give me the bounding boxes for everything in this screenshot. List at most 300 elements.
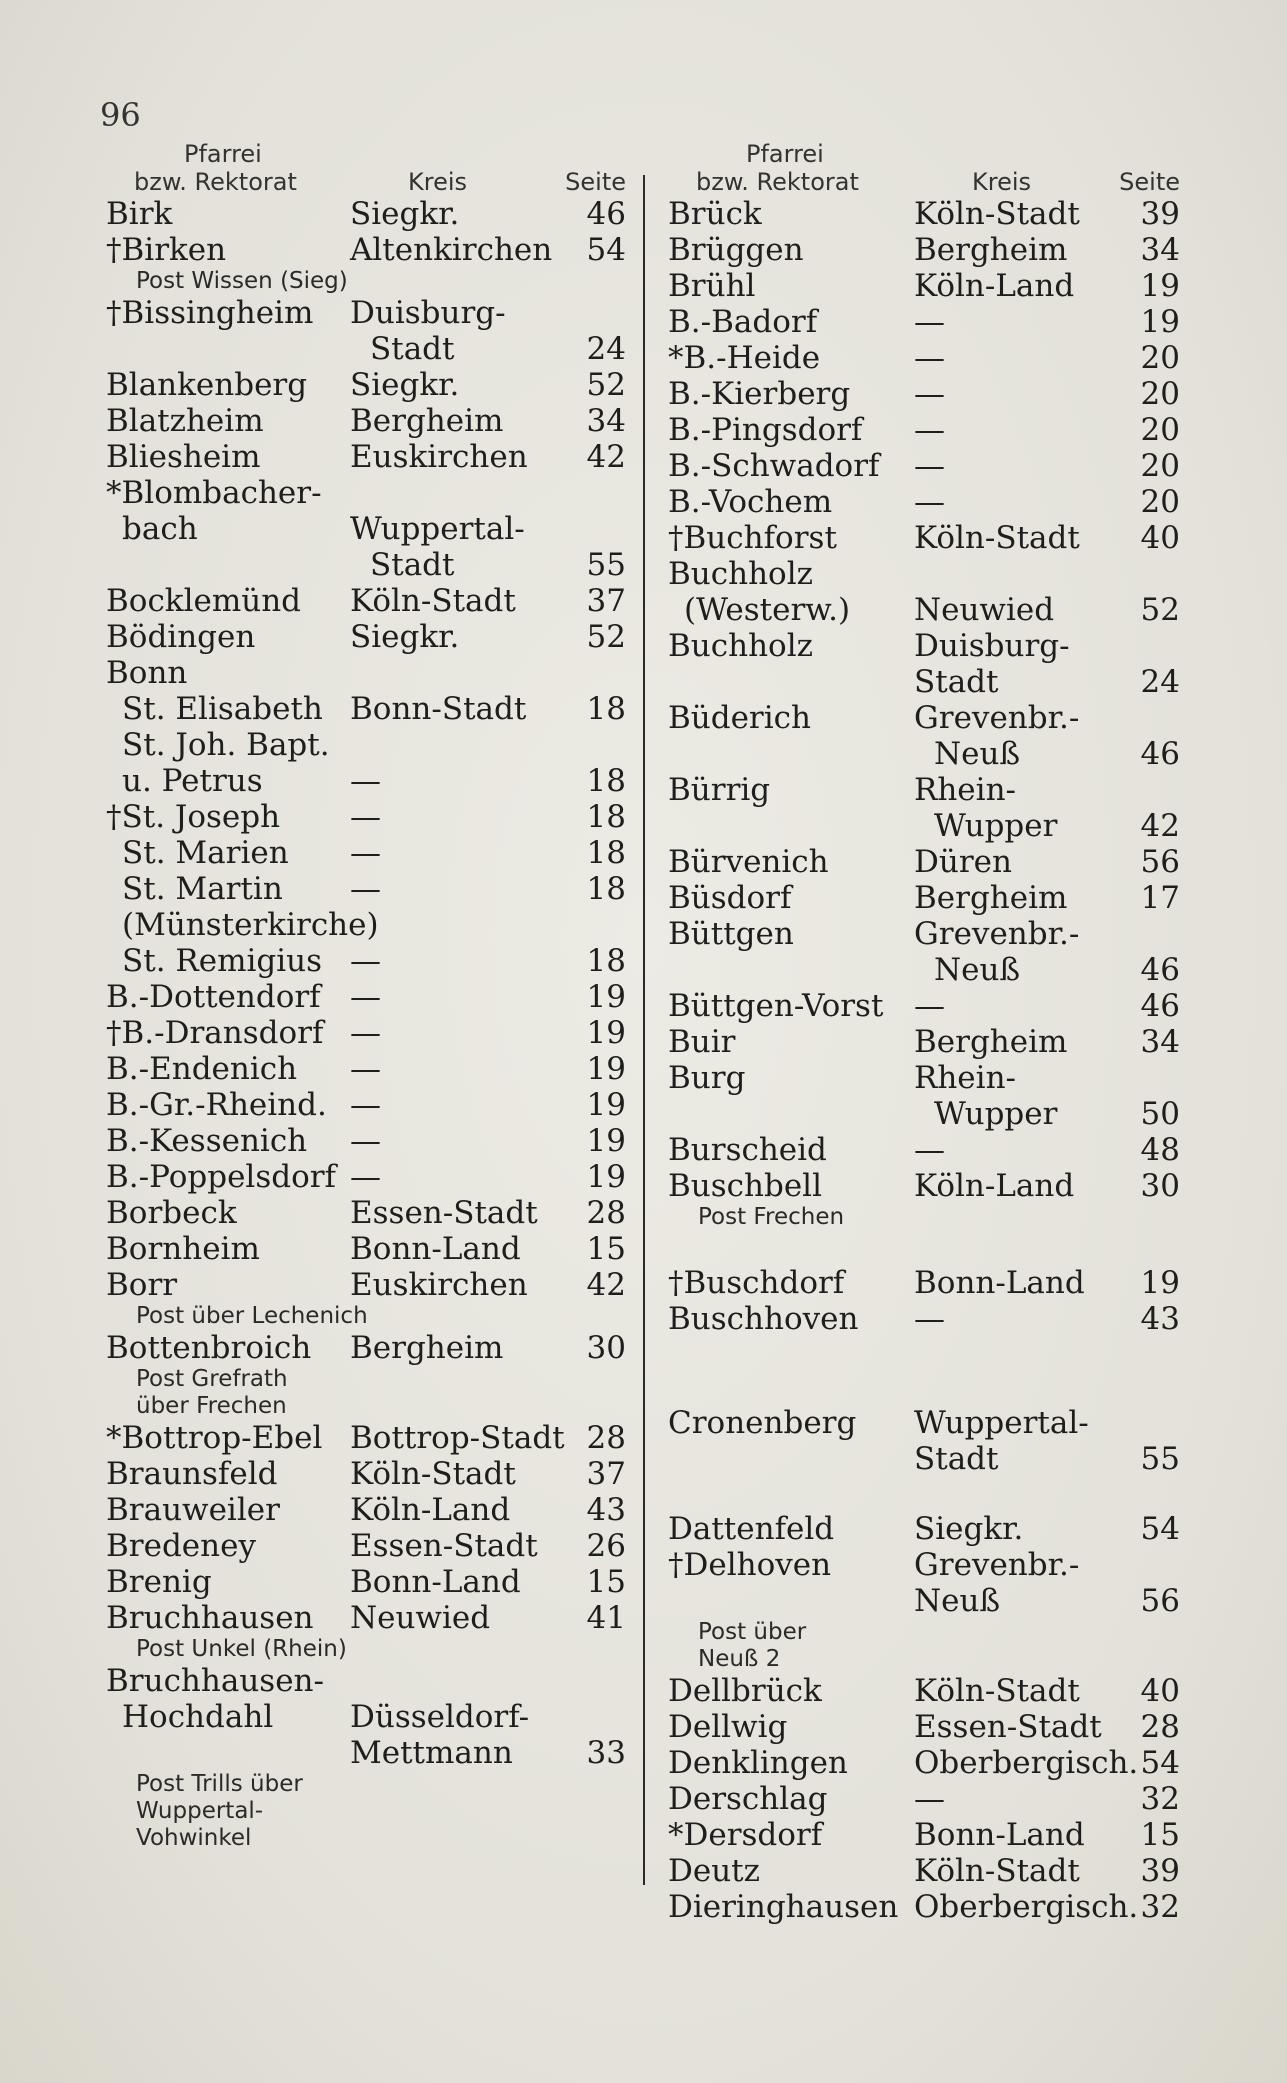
district-name: — <box>350 1015 381 1051</box>
page-reference: 26 <box>586 1528 626 1564</box>
entry-row <box>668 448 1180 484</box>
district-name: Bergheim <box>914 1024 1068 1060</box>
page-reference: 18 <box>586 835 626 871</box>
page-reference: 30 <box>586 1330 626 1366</box>
district-name: Bonn-Stadt <box>350 691 527 727</box>
parish-name: Buchholz <box>668 628 813 664</box>
entry-row <box>106 1051 626 1087</box>
column-divider <box>643 175 645 1885</box>
entry-row <box>106 763 626 799</box>
district-name: — <box>914 1132 945 1168</box>
parish-name: u. Petrus <box>122 763 263 799</box>
parish-name: Dattenfeld <box>668 1511 835 1547</box>
entry-row <box>106 331 626 367</box>
parish-name: B.-Schwadorf <box>668 448 880 484</box>
entry-row <box>106 1330 626 1366</box>
page-reference: 42 <box>586 1267 626 1303</box>
district-name: Euskirchen <box>350 439 528 475</box>
district-name: Bonn-Land <box>350 1564 521 1600</box>
entry-row <box>668 376 1180 412</box>
entry-row <box>668 736 1180 772</box>
postal-note: Neuß 2 <box>698 1646 781 1672</box>
parish-name: †Bissingheim <box>106 295 314 331</box>
district-name: Neuß <box>934 952 1021 988</box>
district-name: — <box>914 304 945 340</box>
entry-row <box>106 475 626 511</box>
column-header <box>106 140 626 196</box>
parish-name: Buchholz <box>668 556 813 592</box>
entry-row <box>668 772 1180 808</box>
spacer <box>668 1231 1180 1265</box>
parish-name: Brenig <box>106 1564 212 1600</box>
district-name: — <box>914 988 945 1024</box>
parish-name: St. Marien <box>122 835 289 871</box>
page-reference: 34 <box>1140 232 1180 268</box>
page-reference: 17 <box>1140 880 1180 916</box>
page-reference: 20 <box>1140 448 1180 484</box>
district-name: Rhein- <box>914 772 1017 808</box>
entry-row <box>668 556 1180 592</box>
district-name: — <box>350 1123 381 1159</box>
district-name: Neuwied <box>350 1600 491 1636</box>
page-reference: 24 <box>586 331 626 367</box>
page-reference: 20 <box>1140 340 1180 376</box>
parish-name: Bocklemünd <box>106 583 302 619</box>
page-reference: 54 <box>1140 1745 1180 1781</box>
page-reference: 30 <box>1140 1168 1180 1204</box>
entry-row <box>668 1060 1180 1096</box>
district-name: Bonn-Land <box>914 1265 1085 1301</box>
parish-name: Bürvenich <box>668 844 829 880</box>
parish-name: Bruchhausen- <box>106 1663 324 1699</box>
parish-name: B.-Kierberg <box>668 376 851 412</box>
page-reference: 32 <box>1140 1889 1180 1925</box>
parish-name: Dellwig <box>668 1709 788 1745</box>
entry-row <box>668 1511 1180 1547</box>
district-name: Oberbergisch. <box>914 1745 1139 1781</box>
header-pfarrei: Pfarrei <box>184 140 262 168</box>
district-name: Düren <box>914 844 1012 880</box>
district-name: Neuwied <box>914 592 1055 628</box>
parish-name: Bonn <box>106 655 188 691</box>
district-name: — <box>914 484 945 520</box>
page-reference: 56 <box>1140 844 1180 880</box>
entry-row <box>106 1564 626 1600</box>
entry-row <box>106 232 626 268</box>
parish-name: Deutz <box>668 1853 760 1889</box>
header-rektorat: bzw. Rektorat <box>134 168 297 196</box>
entry-row <box>106 1015 626 1051</box>
page-reference: 55 <box>586 547 626 583</box>
parish-name: *Dersdorf <box>668 1817 823 1853</box>
district-name: Stadt <box>370 547 455 583</box>
postal-note: Post Wissen (Sieg) <box>136 268 348 294</box>
parish-name: (Münsterkirche) <box>122 907 379 943</box>
entry-row <box>668 196 1180 232</box>
page-reference: 20 <box>1140 412 1180 448</box>
district-name: Stadt <box>914 1441 999 1477</box>
page-reference: 41 <box>586 1600 626 1636</box>
parish-name: †St. Joseph <box>106 799 281 835</box>
entry-row <box>106 583 626 619</box>
entry-row <box>106 619 626 655</box>
postal-note: Post Grefrath <box>136 1366 288 1392</box>
entry-row <box>106 1123 626 1159</box>
entry-row <box>106 1087 626 1123</box>
postal-note: Post über <box>698 1619 807 1645</box>
right-entries <box>668 196 1180 1925</box>
parish-name: †B.-Dransdorf <box>106 1015 324 1051</box>
entry-row <box>106 1492 626 1528</box>
entry-row <box>106 1420 626 1456</box>
parish-name: Brauweiler <box>106 1492 280 1528</box>
district-name: Duisburg- <box>350 295 506 331</box>
parish-name: Braunsfeld <box>106 1456 278 1492</box>
parish-name: Bliesheim <box>106 439 261 475</box>
district-name: Wupper <box>934 1096 1058 1132</box>
district-name: Duisburg- <box>914 628 1070 664</box>
district-name: Wuppertal- <box>914 1405 1089 1441</box>
postal-note: Vohwinkel <box>136 1825 252 1851</box>
left-entries <box>106 196 626 1852</box>
district-name: — <box>350 979 381 1015</box>
parish-name: †Buschdorf <box>668 1265 845 1301</box>
district-name: Bergheim <box>914 880 1068 916</box>
entry-row <box>106 1600 626 1636</box>
entry-row <box>668 664 1180 700</box>
entry-row <box>668 304 1180 340</box>
entry-row <box>106 835 626 871</box>
entry-row <box>106 196 626 232</box>
district-name: Bonn-Land <box>914 1817 1085 1853</box>
entry-row <box>668 268 1180 304</box>
entry-row <box>106 1159 626 1195</box>
page-reference: 19 <box>1140 304 1180 340</box>
parish-name: Dellbrück <box>668 1673 822 1709</box>
parish-name: Denklingen <box>668 1745 848 1781</box>
district-name: — <box>350 799 381 835</box>
district-name: Köln-Stadt <box>914 196 1080 232</box>
spacer <box>668 1477 1180 1511</box>
entry-row <box>668 1096 1180 1132</box>
parish-name: B.-Vochem <box>668 484 833 520</box>
header-rektorat: bzw. Rektorat <box>696 168 859 196</box>
page-reference: 40 <box>1140 520 1180 556</box>
entry-row <box>668 1547 1180 1583</box>
postal-note: Post Frechen <box>698 1204 845 1230</box>
header-pfarrei: Pfarrei <box>746 140 824 168</box>
entry-row <box>668 1265 1180 1301</box>
page-reference: 19 <box>586 1123 626 1159</box>
parish-name: Cronenberg <box>668 1405 857 1441</box>
page-reference: 18 <box>586 943 626 979</box>
district-name: Essen-Stadt <box>350 1195 538 1231</box>
parish-name: St. Joh. Bapt. <box>122 727 330 763</box>
district-name: Köln-Stadt <box>914 1853 1080 1889</box>
page-reference: 55 <box>1140 1441 1180 1477</box>
page-reference: 15 <box>586 1231 626 1267</box>
parish-name: Büderich <box>668 700 811 736</box>
parish-name: Borbeck <box>106 1195 237 1231</box>
parish-name: Buir <box>668 1024 736 1060</box>
entry-row <box>668 1673 1180 1709</box>
entry-row <box>668 412 1180 448</box>
parish-name: Bottenbroich <box>106 1330 312 1366</box>
entry-row <box>668 1132 1180 1168</box>
page-reference: 43 <box>586 1492 626 1528</box>
header-kreis: Kreis <box>408 168 468 196</box>
postal-note: Post Unkel (Rhein) <box>136 1636 347 1662</box>
district-name: Siegkr. <box>350 196 460 232</box>
page-reference: 54 <box>586 232 626 268</box>
page-reference: 52 <box>586 619 626 655</box>
entry-row <box>106 979 626 1015</box>
entry-row <box>668 628 1180 664</box>
district-name: — <box>914 340 945 376</box>
district-name: — <box>350 835 381 871</box>
page-reference: 46 <box>1140 988 1180 1024</box>
entry-row <box>106 943 626 979</box>
left-column <box>106 140 626 1852</box>
parish-name: Hochdahl <box>122 1699 274 1735</box>
parish-name: Burg <box>668 1060 746 1096</box>
parish-name: Blatzheim <box>106 403 264 439</box>
page-reference: 28 <box>586 1195 626 1231</box>
district-name: Grevenbr.- <box>914 700 1080 736</box>
parish-name: Blankenberg <box>106 367 308 403</box>
page-reference: 18 <box>586 763 626 799</box>
district-name: Essen-Stadt <box>914 1709 1102 1745</box>
parish-name: B.-Kessenich <box>106 1123 308 1159</box>
page-reference: 18 <box>586 691 626 727</box>
district-name: Grevenbr.- <box>914 1547 1080 1583</box>
entry-row <box>106 691 626 727</box>
parish-name: B.-Badorf <box>668 304 818 340</box>
entry-row <box>668 232 1180 268</box>
district-name: Köln-Land <box>914 268 1075 304</box>
district-name: Stadt <box>370 331 455 367</box>
district-name: — <box>350 871 381 907</box>
district-name: Stadt <box>914 664 999 700</box>
parish-name: B.-Endenich <box>106 1051 298 1087</box>
entry-row <box>668 952 1180 988</box>
page-reference: 24 <box>1140 664 1180 700</box>
parish-name: (Westerw.) <box>684 592 851 628</box>
page-reference: 40 <box>1140 1673 1180 1709</box>
parish-name: B.-Dottendorf <box>106 979 321 1015</box>
parish-name: Brühl <box>668 268 756 304</box>
parish-name: Bürrig <box>668 772 771 808</box>
page-reference: 33 <box>586 1735 626 1771</box>
entry-row <box>106 655 626 691</box>
page-reference: 19 <box>586 1015 626 1051</box>
entry-row <box>106 1231 626 1267</box>
district-name: Bergheim <box>914 232 1068 268</box>
page-reference: 39 <box>1140 1853 1180 1889</box>
entry-row <box>668 1583 1180 1619</box>
page-reference: 32 <box>1140 1781 1180 1817</box>
district-name: Bottrop-Stadt <box>350 1420 565 1456</box>
entry-row <box>668 1745 1180 1781</box>
parish-name: *B.-Heide <box>668 340 821 376</box>
entry-row <box>106 1735 626 1771</box>
entry-row <box>668 700 1180 736</box>
district-name: Mettmann <box>350 1735 513 1771</box>
parish-name: Brück <box>668 196 762 232</box>
parish-name: Birk <box>106 196 173 232</box>
parish-name: bach <box>122 511 198 547</box>
parish-name: Büttgen <box>668 916 794 952</box>
district-name: Köln-Stadt <box>350 583 516 619</box>
parish-name: B.-Pingsdorf <box>668 412 863 448</box>
entry-row <box>668 1709 1180 1745</box>
entry-row <box>668 592 1180 628</box>
district-name: — <box>914 448 945 484</box>
postal-note: über Frechen <box>136 1393 287 1419</box>
page-reference: 19 <box>1140 1265 1180 1301</box>
page-number: 96 <box>100 96 141 134</box>
page-reference: 19 <box>1140 268 1180 304</box>
district-name: Bergheim <box>350 403 504 439</box>
page-reference: 18 <box>586 799 626 835</box>
entry-row <box>106 511 626 547</box>
page-reference: 19 <box>586 979 626 1015</box>
parish-name: *Blombacher- <box>106 475 322 511</box>
entry-row <box>106 1663 626 1699</box>
page-reference: 28 <box>586 1420 626 1456</box>
district-name: — <box>350 1159 381 1195</box>
entry-row <box>106 727 626 763</box>
entry-row <box>106 403 626 439</box>
district-name: — <box>914 376 945 412</box>
entry-row <box>106 1267 626 1303</box>
parish-name: B.-Poppelsdorf <box>106 1159 337 1195</box>
district-name: — <box>914 412 945 448</box>
entry-row <box>668 880 1180 916</box>
parish-name: Burscheid <box>668 1132 827 1168</box>
entry-row <box>668 1168 1180 1204</box>
header-seite: Seite <box>565 168 626 196</box>
page-reference: 42 <box>1140 808 1180 844</box>
district-name: Rhein- <box>914 1060 1017 1096</box>
district-name: Oberbergisch. <box>914 1889 1139 1925</box>
entry-row <box>668 808 1180 844</box>
district-name: Wupper <box>934 808 1058 844</box>
entry-row <box>668 844 1180 880</box>
entry-row <box>668 916 1180 952</box>
page-reference: 20 <box>1140 484 1180 520</box>
district-name: — <box>350 763 381 799</box>
spacer <box>668 1337 1180 1371</box>
entry-row <box>106 1456 626 1492</box>
parish-name: St. Elisabeth <box>122 691 323 727</box>
page-reference: 15 <box>1140 1817 1180 1853</box>
page-reference: 15 <box>586 1564 626 1600</box>
district-name: Siegkr. <box>350 367 460 403</box>
entry-row <box>106 367 626 403</box>
entry-row <box>668 1441 1180 1477</box>
parish-name: Bornheim <box>106 1231 260 1267</box>
page-reference: 37 <box>586 1456 626 1492</box>
parish-name: *Bottrop-Ebel <box>106 1420 323 1456</box>
entry-row <box>668 484 1180 520</box>
parish-name: †Delhoven <box>668 1547 832 1583</box>
entry-row <box>106 1699 626 1735</box>
parish-name: †Buchforst <box>668 520 837 556</box>
district-name: Bonn-Land <box>350 1231 521 1267</box>
postal-note: Wuppertal- <box>136 1798 264 1824</box>
entry-row <box>668 1889 1180 1925</box>
page-reference: 19 <box>586 1087 626 1123</box>
page-reference: 34 <box>1140 1024 1180 1060</box>
entry-row <box>668 988 1180 1024</box>
parish-name: Büttgen-Vorst <box>668 988 884 1024</box>
district-name: — <box>914 1301 945 1337</box>
parish-name: St. Remigius <box>122 943 323 979</box>
entry-row <box>106 295 626 331</box>
entry-row <box>668 1781 1180 1817</box>
entry-row <box>106 799 626 835</box>
column-header <box>668 140 1180 196</box>
parish-name: †Birken <box>106 232 227 268</box>
entry-row <box>668 1817 1180 1853</box>
entry-row <box>106 907 626 943</box>
parish-name: Buschbell <box>668 1168 823 1204</box>
district-name: Neuß <box>934 736 1021 772</box>
district-name: Grevenbr.- <box>914 916 1080 952</box>
spacer <box>668 1371 1180 1405</box>
parish-name: B.-Gr.-Rheind. <box>106 1087 327 1123</box>
district-name: Köln-Stadt <box>350 1456 516 1492</box>
page-reference: 19 <box>586 1051 626 1087</box>
parish-name: Dieringhausen <box>668 1889 899 1925</box>
page-reference: 37 <box>586 583 626 619</box>
district-name: Düsseldorf- <box>350 1699 530 1735</box>
district-name: Neuß <box>914 1583 1001 1619</box>
page-reference: 39 <box>1140 196 1180 232</box>
district-name: Köln-Land <box>914 1168 1075 1204</box>
page-reference: 34 <box>586 403 626 439</box>
district-name: Bergheim <box>350 1330 504 1366</box>
header-seite: Seite <box>1119 168 1180 196</box>
parish-name: Borr <box>106 1267 178 1303</box>
entry-row <box>668 340 1180 376</box>
district-name: — <box>350 1087 381 1123</box>
parish-name: Büsdorf <box>668 880 792 916</box>
district-name: — <box>914 1781 945 1817</box>
page-reference: 54 <box>1140 1511 1180 1547</box>
parish-name: Bruchhausen <box>106 1600 314 1636</box>
header-kreis: Kreis <box>972 168 1032 196</box>
entry-row <box>106 871 626 907</box>
page-reference: 19 <box>586 1159 626 1195</box>
page-reference: 42 <box>586 439 626 475</box>
right-column <box>668 140 1180 1925</box>
entry-row <box>106 1528 626 1564</box>
page-reference: 46 <box>586 196 626 232</box>
page-reference: 46 <box>1140 952 1180 988</box>
page-reference: 50 <box>1140 1096 1180 1132</box>
district-name: Euskirchen <box>350 1267 528 1303</box>
page-reference: 43 <box>1140 1301 1180 1337</box>
parish-name: Derschlag <box>668 1781 828 1817</box>
entry-row <box>106 439 626 475</box>
district-name: Siegkr. <box>914 1511 1024 1547</box>
page-reference: 52 <box>586 367 626 403</box>
parish-name: Buschhoven <box>668 1301 859 1337</box>
district-name: Köln-Stadt <box>914 520 1080 556</box>
entry-row <box>668 1853 1180 1889</box>
